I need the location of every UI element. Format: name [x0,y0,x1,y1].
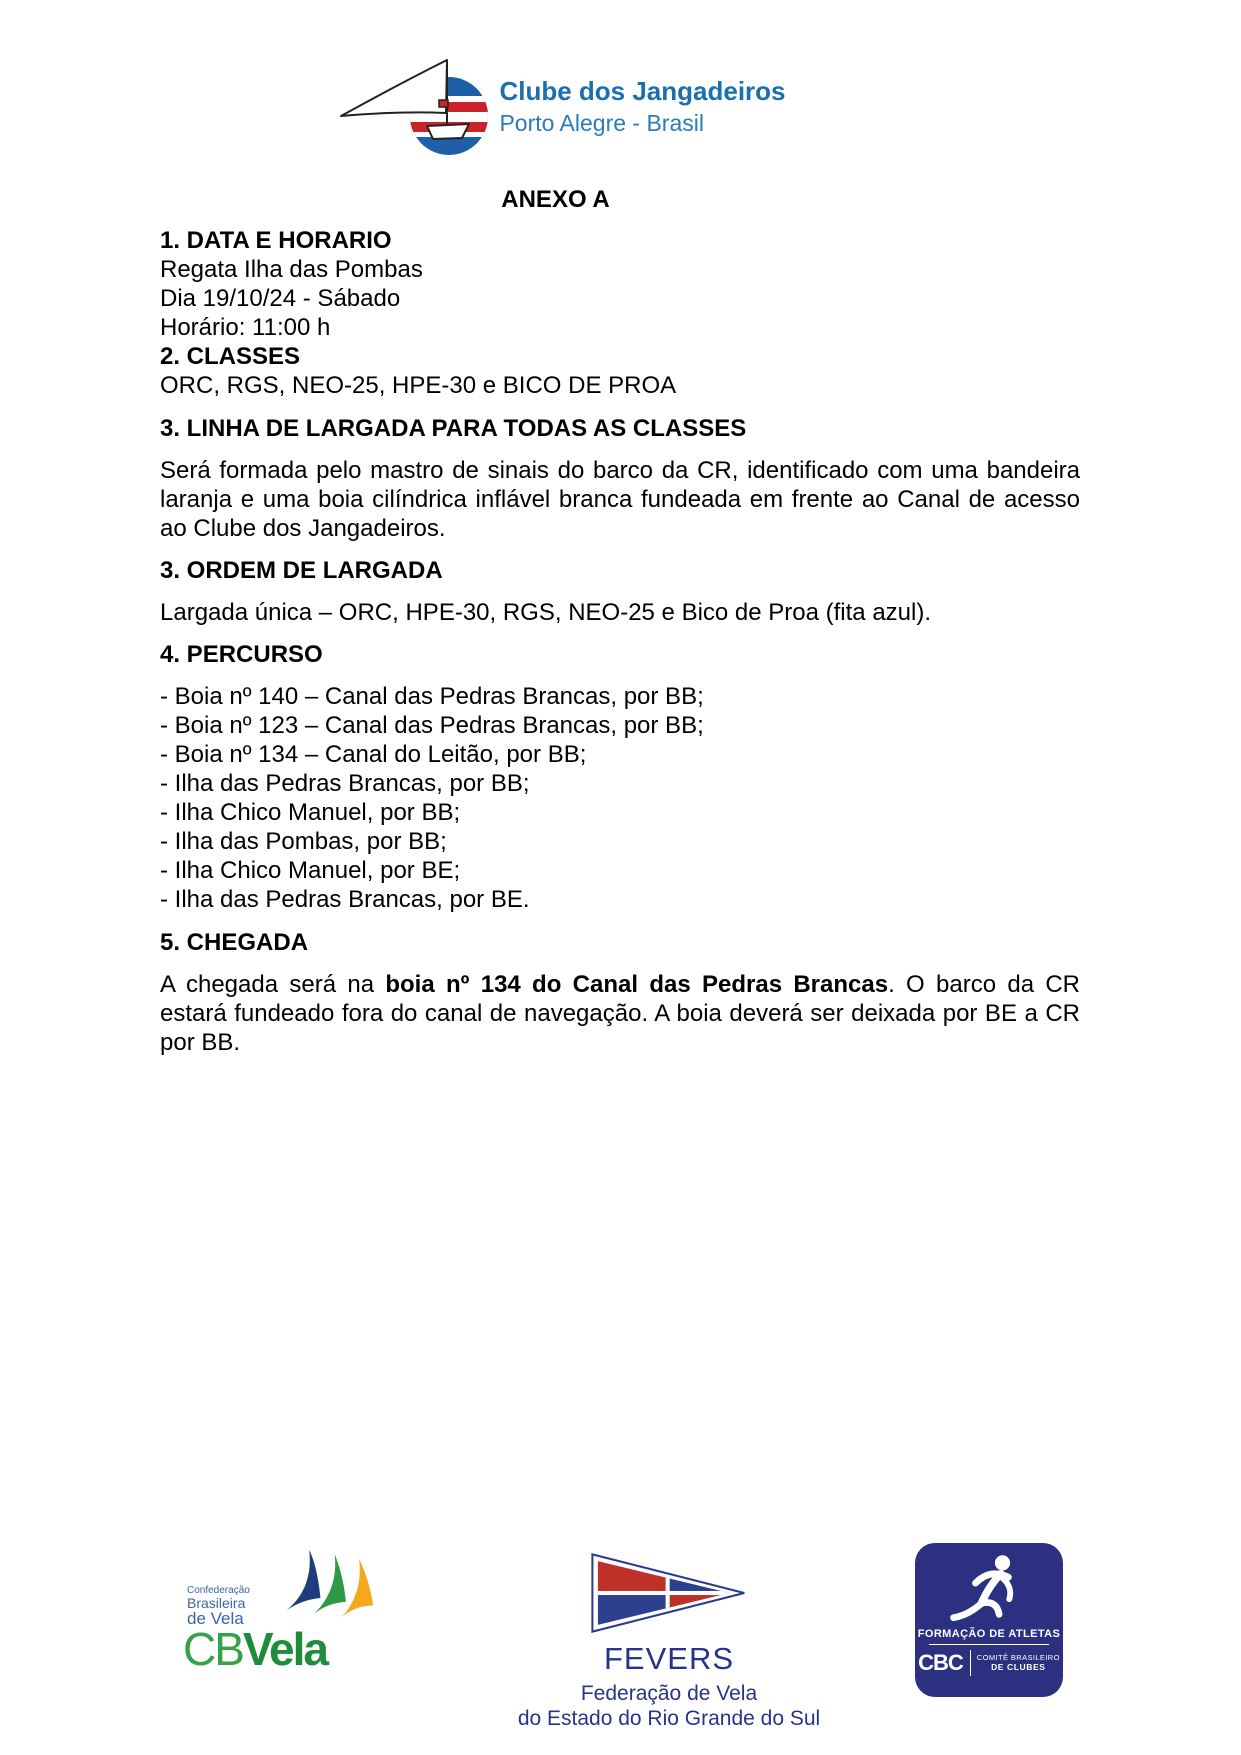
cbvela-sails-icon [278,1550,378,1630]
cbc-org-name: COMITÊ BRASILEIRO DE CLUBES [976,1653,1060,1673]
cbc-wordmark: CBC [918,1650,963,1675]
linha-largada-paragraph: Será formada pelo mastro de sinais do barco da CR, identificado com uma bandeira laranja e uma boia cilíndrica inflável branca fundeada em frente ao Canal de acesso ao Clube dos Jangadeiros. [160,457,1087,542]
percurso-item: - Ilha das Pombas, por BB; [160,828,447,855]
percurso-item: - Ilha Chico Manuel, por BE; [160,857,461,884]
section-heading-ordem-largada: 3. ORDEM DE LARGADA [160,557,443,584]
fevers-org-line2: do Estado do Rio Grande do Sul [517,1707,821,1730]
chegada-paragraph [160,970,1080,1057]
club-name: Clube dos Jangadeiros [499,76,786,106]
club-location: Porto Alegre - Brasil [499,110,704,136]
fevers-org-line1: Federação de Vela [580,1682,758,1705]
percurso-item: - Ilha das Pedras Brancas, por BE. [160,886,530,913]
fevers-logo [508,1553,830,1731]
chegada-text-bold: boia nº 134 do Canal das Pedras Brancas [385,971,889,998]
regata-name: Regata Ilha das Pombas [160,256,423,283]
ordem-largada-paragraph: Largada única – ORC, HPE-30, RGS, NEO-25 e Bico de Proa (fita azul). [160,599,932,626]
cbvela-org-name: Confederação Brasileira de Vela [187,1585,250,1629]
section-heading-data-horario: 1. DATA E HORARIO [160,227,392,254]
percurso-item: - Ilha das Pedras Brancas, por BB; [160,770,530,797]
cbvela-wordmark: CBVela [183,1623,327,1675]
cbc-runner-icon [946,1551,1032,1627]
classes-list: ORC, RGS, NEO-25, HPE-30 e BICO DE PROA [160,372,677,399]
fevers-burgee-icon [591,1553,747,1633]
chegada-text-start: A chegada será na [160,971,386,998]
section-heading-chegada: 5. CHEGADA [160,929,309,956]
cbc-vertical-divider [970,1650,971,1676]
section-heading-classes: 2. CLASSES [160,343,301,370]
cbc-logo [915,1543,1063,1697]
regata-time: Horário: 11:00 h [160,314,331,341]
section-heading-linha-largada: 3. LINHA DE LARGADA PARA TODAS AS CLASSES [160,415,747,442]
cbc-divider [929,1644,1049,1645]
section-heading-percurso: 4. PERCURSO [160,641,323,668]
fevers-wordmark: FEVERS [603,1641,735,1676]
club-header [0,0,1241,156]
percurso-item: - Boia nº 140 – Canal das Pedras Brancas, por BB; [160,683,704,710]
percurso-item: - Boia nº 123 – Canal das Pedras Brancas, por BB; [160,712,704,739]
percurso-item: - Ilha Chico Manuel, por BB; [160,799,461,826]
percurso-item: - Boia nº 134 – Canal do Leitão, por BB; [160,741,587,768]
cbvela-logo [183,1550,378,1675]
cbc-tagline: FORMAÇÃO DE ATLETAS [917,1628,1061,1640]
document-body [160,226,1087,1057]
jangada-sailboat-icon [327,54,495,156]
percurso-list [160,682,1080,914]
regata-date: Dia 19/10/24 - Sábado [160,285,401,312]
page-title: ANEXO A [501,186,610,213]
chegada-text-end: . O barco da CR estará fundeado fora do canal de navegação. A boia deverá ser deixada por BE a CR por BB. [160,971,1081,1056]
